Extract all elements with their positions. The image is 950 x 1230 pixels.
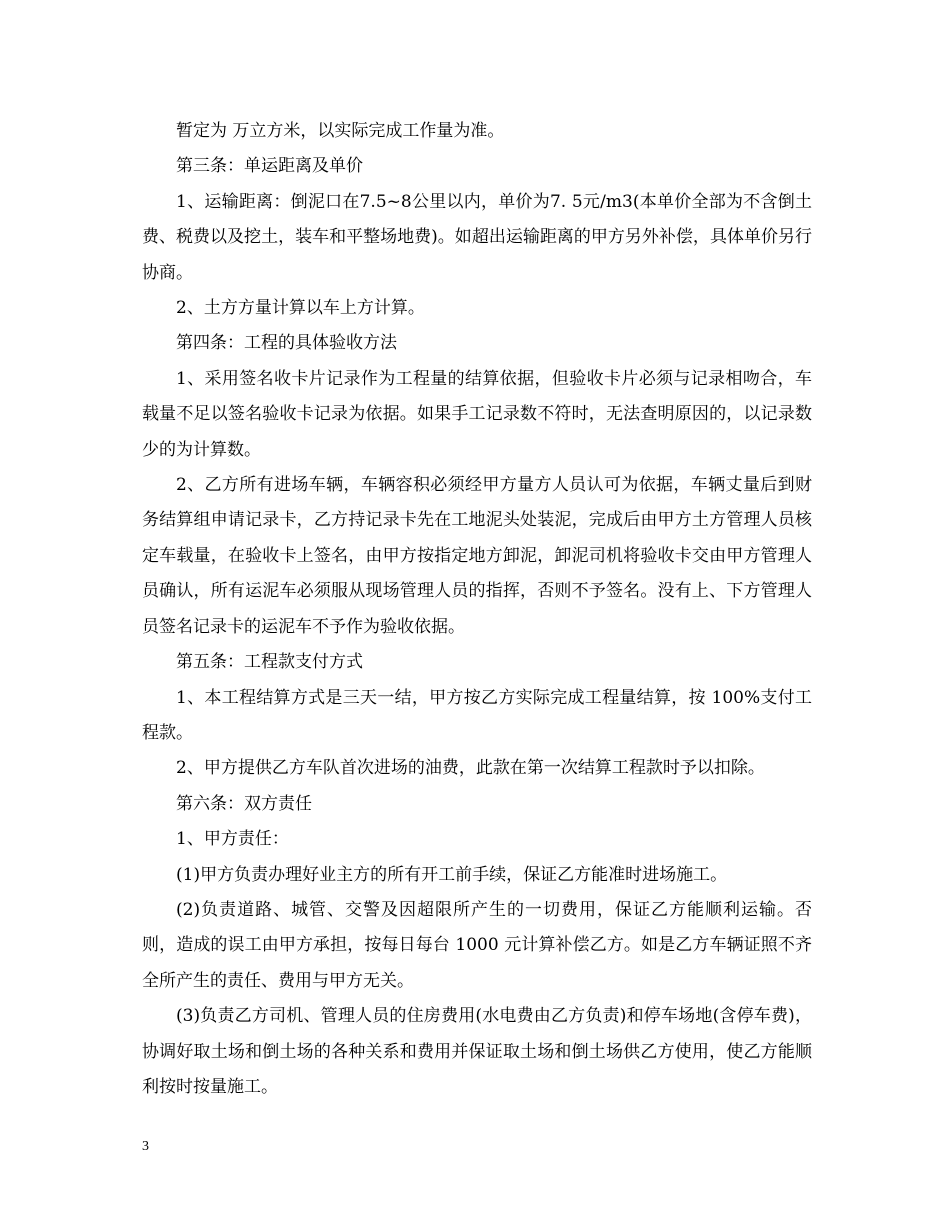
- page-number: 3: [142, 1139, 149, 1154]
- heading-article-6: 第六条：双方责任: [176, 793, 312, 814]
- paragraph-volume-calculation: 2、土方方量计算以车上方计算。: [176, 298, 425, 319]
- paragraph-transport-distance: 1、运输距离：倒泥口在7.5~8公里以内，单价为7. 5元/m3(本单价全部为不含倒土费、税费以及挖土，装车和平整场地费)。如超出运输距离的甲方另外补偿，具体单价另行协商。: [142, 191, 812, 283]
- subheading-party-a-duty: 1、甲方责任：: [176, 829, 289, 850]
- paragraph-duty-2: (2)负责道路、城管、交警及因超限所产生的一切费用，保证乙方能顺利运输。否则，造成的误工由甲方承担，按每日每台 1000 元计算补偿乙方。如是乙方车辆证照不齐全所产生的责任、费用与甲方无关。: [142, 899, 812, 991]
- heading-article-5: 第五条：工程款支付方式: [176, 652, 363, 673]
- paragraph-vehicle-procedure: 2、乙方所有进场车辆，车辆容积必须经甲方量方人员认可为依据，车辆丈量后到财务结算组申请记录卡，乙方持记录卡先在工地泥头处装泥，完成后由甲方土方管理人员核定车载量，在验收卡上签名，由甲方按指定地方卸泥，卸泥司机将验收卡交由甲方管理人员确认，所有运泥车必须服从现场管理人员的指挥，否则不予签名。没有上、下方管理人员签名记录卡的运泥车不予作为验收依据。: [142, 475, 812, 637]
- paragraph-1: 暂定为 万立方米，以实际完成工作量为准。: [176, 121, 505, 141]
- heading-article-4: 第四条：工程的具体验收方法: [176, 333, 397, 354]
- heading-article-3: 第三条：单运距离及单价: [176, 156, 363, 177]
- paragraph-duty-1: (1)甲方负责办理好业主方的所有开工前手续，保证乙方能准时进场施工。: [176, 864, 728, 885]
- document-body: [142, 114, 812, 1105]
- paragraph-acceptance-record: 1、采用签名收卡片记录作为工程量的结算依据，但验收卡片必须与记录相吻合，车载量不足以签名验收卡记录为依据。如果手工记录数不符时，无法查明原因的，以记录数少的为计算数。: [142, 368, 812, 460]
- paragraph-duty-3: (3)负责乙方司机、管理人员的住房费用(水电费由乙方负责)和停车场地(含停车费)，协调好取土场和倒土场的各种关系和费用并保证取土场和倒土场供乙方使用，使乙方能顺利按时按量施工。: [142, 1006, 812, 1097]
- paragraph-settlement-method: 1、本工程结算方式是三天一结，甲方按乙方实际完成工程量结算，按 100%支付工程款。: [142, 687, 812, 743]
- paragraph-fuel-fee: 2、甲方提供乙方车队首次进场的油费，此款在第一次结算工程款时予以扣除。: [176, 758, 765, 779]
